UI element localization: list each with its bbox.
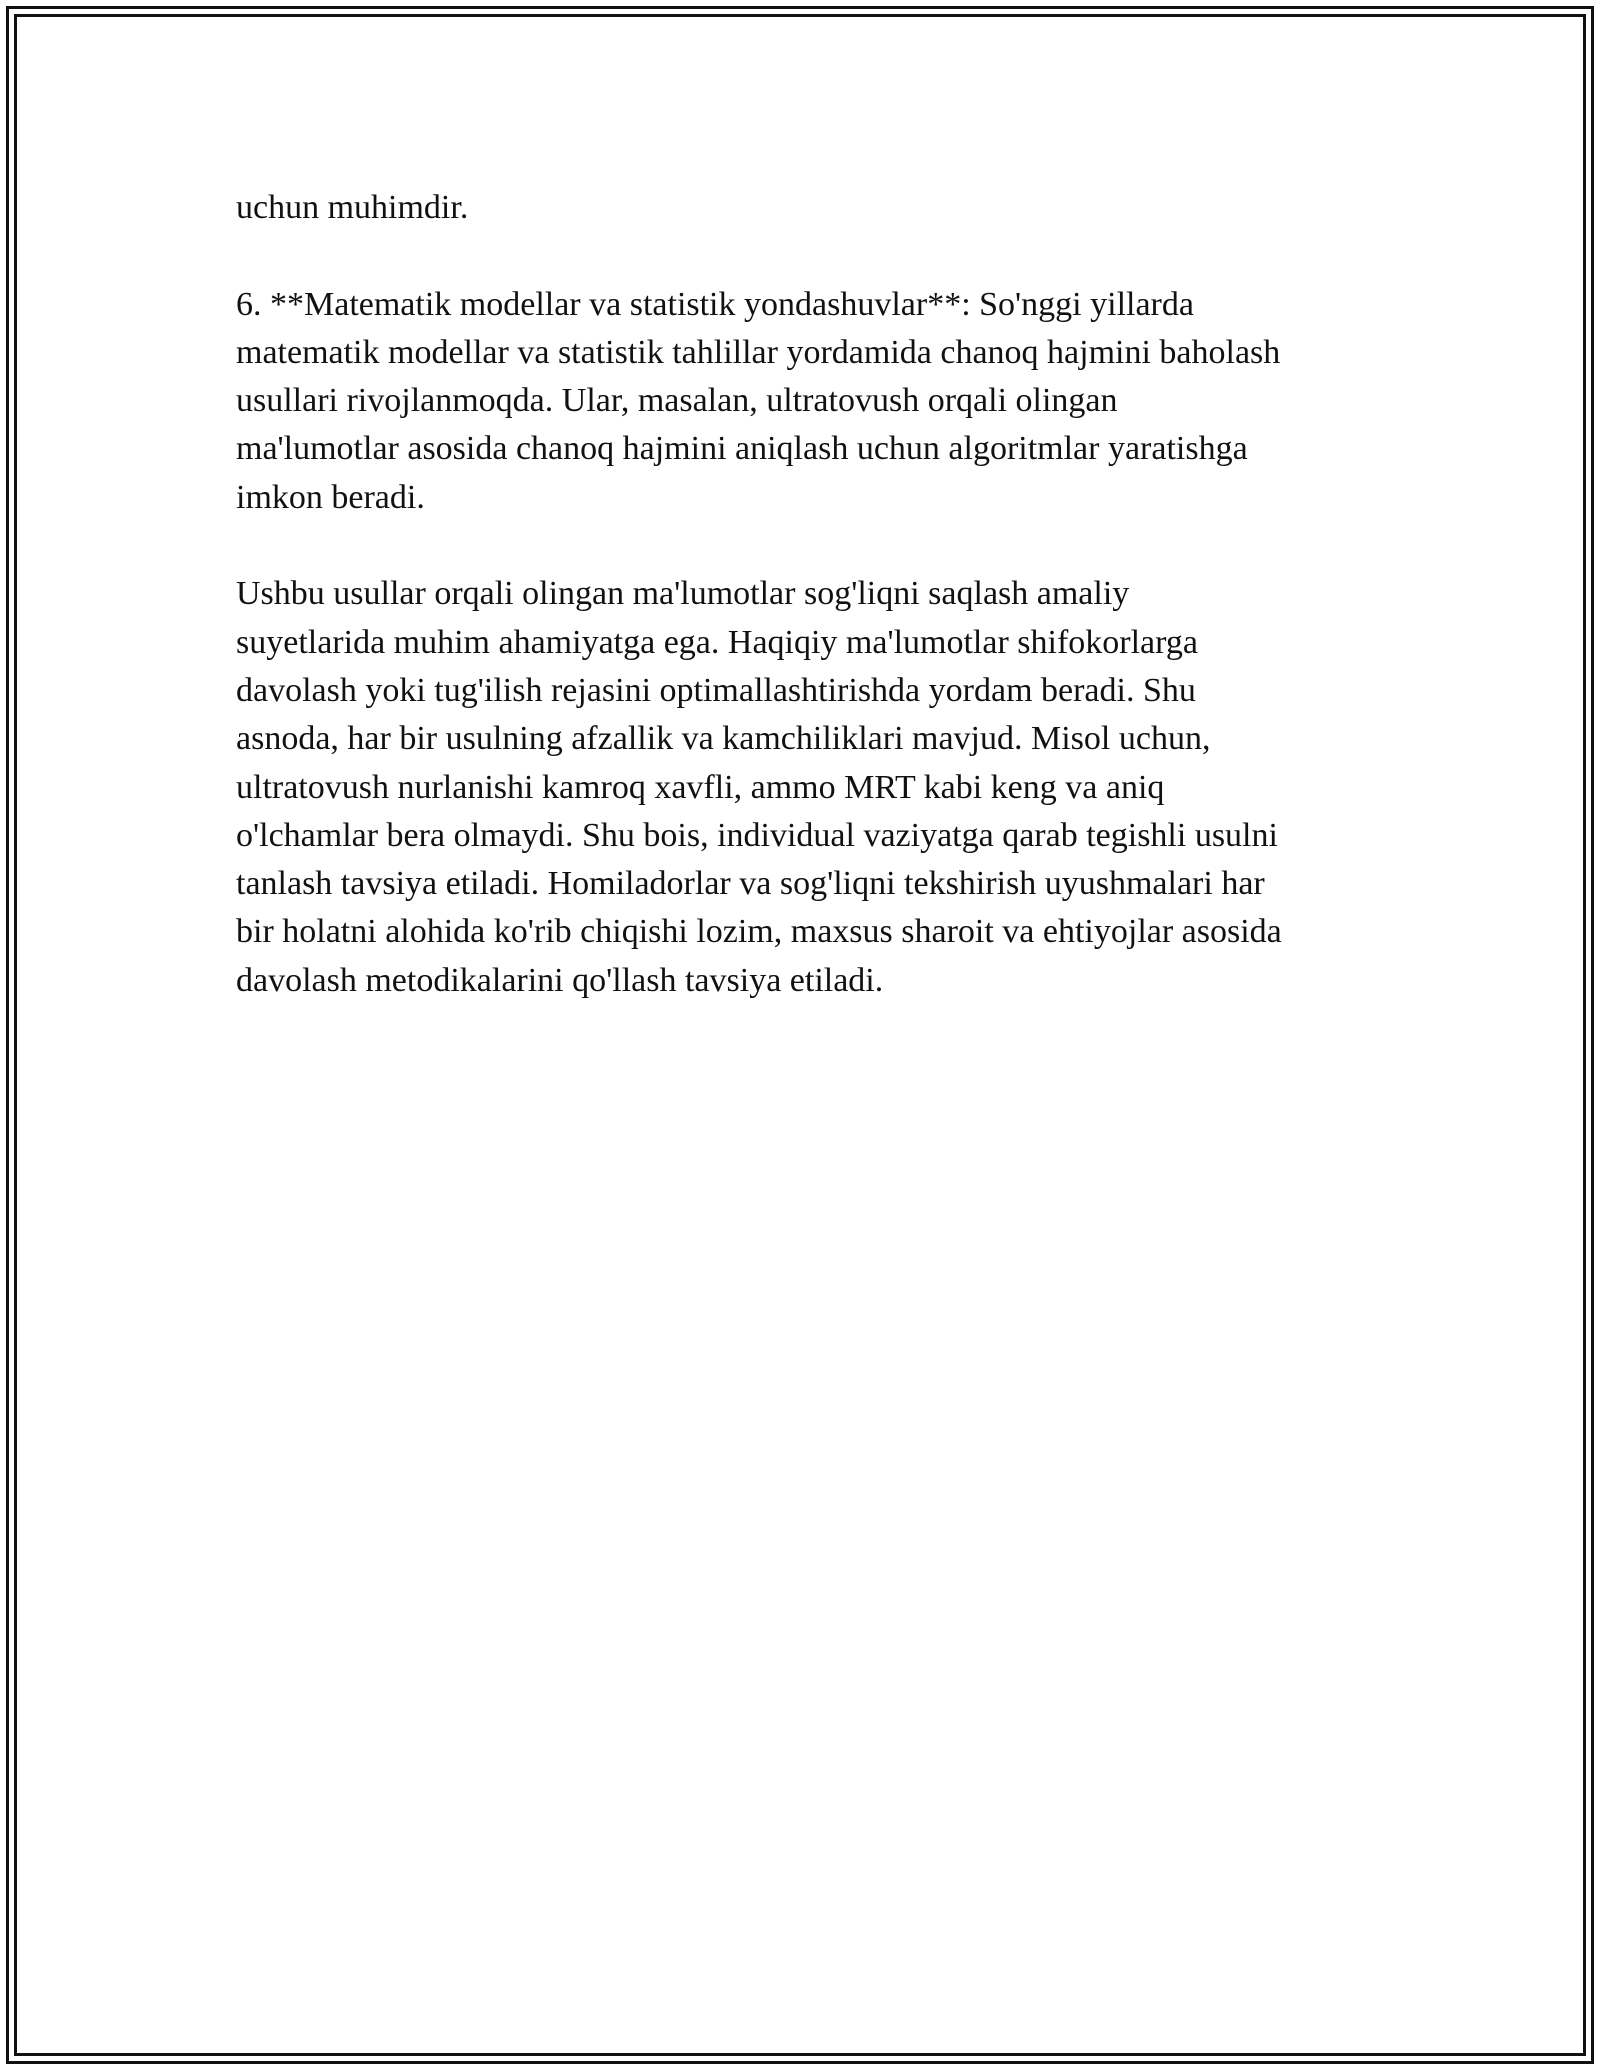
paragraph-mathematical-models	[236, 281, 1376, 522]
paragraph-conclusion	[236, 570, 1376, 1005]
text-line: suyetlarida muhim ahamiyatga ega. Haqiqiy ma'lumotlar shifokorlarga	[236, 623, 1198, 661]
document-body	[236, 184, 1376, 1053]
text-line: tanlash tavsiya etiladi. Homiladorlar va sog'liqni tekshirish uyushmalari har	[236, 865, 1265, 903]
text-line: o'lchamlar bera olmaydi. Shu bois, individual vaziyatga qarab tegishli usulni	[236, 816, 1278, 854]
text-line: davolash yoki tug'ilish rejasini optimallashtirishda yordam beradi. Shu	[236, 671, 1196, 709]
text-line: imkon beradi.	[236, 478, 425, 516]
text-line: usullari rivojlanmoqda. Ular, masalan, ultratovush orqali olingan	[236, 382, 1118, 420]
text-line: bir holatni alohida ko'rib chiqishi lozim, maxsus sharoit va ehtiyojlar asosida	[236, 913, 1282, 951]
text-line: ultratovush nurlanishi kamroq xavfli, ammo MRT kabi keng va aniq	[236, 768, 1165, 806]
text-line: matematik modellar va statistik tahlillar yordamida chanoq hajmini baholash	[236, 333, 1281, 371]
text-line: 6. **Matematik modellar va statistik yondashuvlar**: So'nggi yillarda	[236, 285, 1194, 323]
text-line: uchun muhimdir.	[236, 189, 469, 226]
text-line: Ushbu usullar orqali olingan ma'lumotlar sog'liqni saqlash amaliy	[236, 575, 1130, 613]
text-line: ma'lumotlar asosida chanoq hajmini aniqlash uchun algoritmlar yaratishga	[236, 430, 1248, 468]
text-line: davolash metodikalarini qo'llash tavsiya etiladi.	[236, 961, 884, 999]
paragraph-continuation	[236, 184, 1376, 232]
text-line: asnoda, har bir usulning afzallik va kamchiliklari mavjud. Misol uchun,	[236, 720, 1211, 758]
